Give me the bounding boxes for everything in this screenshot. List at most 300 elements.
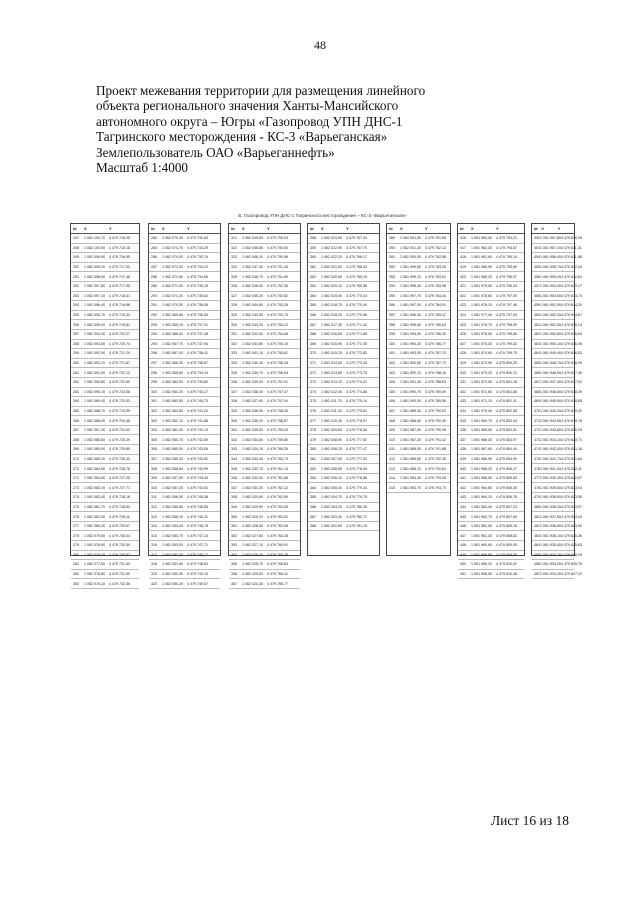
point-y: 4 479 736,55 — [187, 313, 208, 318]
point-y: 4 479 719,81 — [109, 322, 130, 327]
point-y: 4 479 718,88 — [109, 303, 130, 308]
table-row — [71, 426, 139, 436]
point-x: 1 062 078,90 — [84, 543, 105, 548]
point-y: 4 479 773,75 — [346, 370, 367, 375]
document-title — [96, 83, 536, 175]
point-x: 1 061 937,50 — [540, 514, 561, 519]
table-row — [308, 301, 379, 311]
point-id: 272 — [73, 476, 79, 481]
point-y: 4 479 751,43 — [267, 265, 288, 270]
point-id: 412 — [389, 456, 395, 461]
point-x: 1 062 091,50 — [84, 370, 105, 375]
point-id: 360 — [310, 255, 316, 260]
point-y: 4 479 791,88 — [425, 447, 446, 452]
point-id: 465 — [534, 361, 540, 366]
point-x: 1 062 100,50 — [84, 245, 105, 250]
point-x: 1 062 057,20 — [162, 485, 183, 490]
table-row — [149, 474, 220, 484]
point-id: 333 — [231, 351, 237, 356]
point-y: 4 479 797,46 — [496, 303, 517, 308]
point-id: 337 — [231, 389, 237, 394]
table-row — [458, 570, 524, 580]
point-x: 1 062 024,30 — [242, 581, 263, 586]
point-y: 4 479 802,58 — [496, 408, 517, 413]
point-y: 4 479 804,90 — [496, 456, 517, 461]
point-x: 1 062 014,50 — [321, 361, 342, 366]
table-row — [229, 512, 300, 522]
point-y: 4 479 730,50 — [109, 543, 130, 548]
point-id: 324 — [231, 265, 237, 270]
point-id: 312 — [151, 504, 157, 509]
point-id: 253 — [73, 293, 79, 298]
point-y: 4 479 722,60 — [109, 380, 130, 385]
coordinate-table — [386, 223, 451, 556]
point-x: 1 062 004,70 — [321, 495, 342, 500]
point-id: 423 — [460, 303, 466, 308]
point-id: 343 — [231, 447, 237, 452]
point-x: 1 062 079,60 — [84, 533, 105, 538]
table-row — [149, 570, 220, 580]
point-id: 303 — [151, 418, 157, 423]
point-y: 4 479 780,26 — [346, 504, 367, 509]
table-row — [149, 368, 220, 378]
point-y: 4 479 730,04 — [109, 533, 130, 538]
point-id: 329 — [231, 313, 237, 318]
point-id: 376 — [310, 408, 316, 413]
point-x: 1 062 097,10 — [84, 293, 105, 298]
table-row — [149, 464, 220, 474]
table-row — [532, 263, 582, 273]
table-row — [532, 378, 582, 388]
table-row — [308, 455, 379, 465]
table-row — [532, 397, 582, 407]
table-row — [308, 234, 379, 244]
point-x: 1 061 952,90 — [540, 303, 561, 308]
point-id: 480 — [534, 504, 540, 509]
point-y: 4 479 808,16 — [496, 524, 517, 529]
point-y: 4 479 826,29 — [560, 552, 582, 557]
point-x: 1 061 985,80 — [400, 456, 421, 461]
point-y: 4 479 793,28 — [425, 476, 446, 481]
point-x: 1 061 973,20 — [471, 370, 492, 375]
point-id: 315 — [151, 533, 157, 538]
table-row — [387, 455, 450, 465]
point-id: 387 — [310, 514, 316, 519]
table-row — [532, 455, 582, 465]
point-id: 293 — [151, 322, 157, 327]
table-row — [387, 330, 450, 340]
table-row — [532, 512, 582, 522]
point-id: 421 — [460, 284, 466, 289]
point-x: 1 061 973,90 — [471, 361, 492, 366]
point-x: 1 062 092,20 — [84, 361, 105, 366]
header-y: Y — [425, 226, 428, 231]
point-y: 4 479 762,59 — [267, 495, 288, 500]
point-x: 1 061 987,20 — [400, 437, 421, 442]
point-x: 1 062 081,00 — [84, 514, 105, 519]
point-id: 482 — [534, 524, 540, 529]
point-id: 364 — [310, 293, 316, 298]
point-y: 4 479 756,08 — [267, 361, 288, 366]
table-row — [229, 330, 300, 340]
point-y: 4 479 784,91 — [425, 303, 446, 308]
point-y: 4 479 785,84 — [425, 322, 446, 327]
header-y: Y — [187, 226, 190, 231]
point-x: 1 062 061,40 — [162, 428, 183, 433]
point-y: 4 479 720,27 — [109, 332, 130, 337]
point-id: 374 — [310, 389, 316, 394]
point-id: 283 — [73, 581, 79, 586]
point-y: 4 479 770,96 — [346, 313, 367, 318]
point-x: 1 061 993,50 — [400, 351, 421, 356]
point-id: 318 — [151, 562, 157, 567]
point-x: 1 061 992,80 — [400, 361, 421, 366]
table-row — [308, 330, 379, 340]
point-x: 1 062 013,10 — [321, 380, 342, 385]
point-id: 356 — [231, 572, 237, 577]
point-y: 4 479 782,12 — [425, 245, 446, 250]
point-id: 370 — [310, 351, 316, 356]
point-y: 4 479 760,73 — [267, 456, 288, 461]
table-row — [308, 493, 379, 503]
table-row — [149, 244, 220, 254]
point-x: 1 061 998,40 — [400, 284, 421, 289]
point-y: 4 479 803,04 — [496, 418, 517, 423]
point-y: 4 479 824,90 — [560, 524, 582, 529]
point-id: 429 — [460, 361, 466, 366]
point-id: 457 — [534, 284, 540, 289]
point-x: 1 062 049,50 — [242, 236, 263, 241]
header-id: id — [73, 226, 77, 231]
point-x: 1 061 950,80 — [540, 332, 561, 337]
coordinate-table — [531, 223, 582, 577]
point-y: 4 479 743,52 — [187, 456, 208, 461]
point-id: 479 — [534, 495, 540, 500]
point-y: 4 479 749,57 — [187, 581, 208, 586]
table-row — [532, 272, 582, 282]
point-x: 1 061 935,40 — [540, 543, 561, 548]
point-y: 4 479 748,64 — [187, 562, 208, 567]
point-y: 4 479 719,34 — [109, 313, 130, 318]
point-y: 4 479 811,88 — [560, 255, 582, 260]
point-id: 254 — [73, 303, 79, 308]
point-x: 1 062 002,60 — [321, 524, 342, 529]
point-id: 284 — [151, 236, 157, 241]
table-row — [71, 455, 139, 465]
table-row — [458, 244, 524, 254]
point-y: 4 479 788,16 — [425, 370, 446, 375]
point-x: 1 062 041,10 — [242, 351, 263, 356]
table-row — [149, 551, 220, 561]
header-x: X — [321, 226, 324, 231]
point-y: 4 479 746,31 — [187, 514, 208, 519]
point-x: 1 062 032,00 — [242, 476, 263, 481]
point-x: 1 061 988,60 — [400, 418, 421, 423]
point-y: 4 479 741,66 — [187, 418, 208, 423]
point-id: 302 — [151, 408, 157, 413]
point-x: 1 062 040,40 — [242, 361, 263, 366]
header-id: id — [231, 226, 235, 231]
table-row — [458, 503, 524, 513]
point-id: 310 — [151, 485, 157, 490]
table-row — [71, 311, 139, 321]
point-id: 270 — [73, 456, 79, 461]
table-row — [532, 426, 582, 436]
point-x: 1 062 010,30 — [321, 418, 342, 423]
point-y: 4 479 739,80 — [187, 380, 208, 385]
point-id: 463 — [534, 341, 540, 346]
point-id: 446 — [460, 524, 466, 529]
table-row — [458, 455, 524, 465]
point-y: 4 479 808,62 — [496, 533, 517, 538]
table-row — [229, 531, 300, 541]
point-y: 4 479 742,59 — [187, 437, 208, 442]
table-row — [387, 349, 450, 359]
point-x: 1 062 029,20 — [242, 514, 263, 519]
table-row — [308, 263, 379, 273]
point-y: 4 479 747,24 — [187, 533, 208, 538]
point-y: 4 479 764,45 — [267, 533, 288, 538]
point-x: 1 062 048,10 — [242, 255, 263, 260]
point-y: 4 479 798,39 — [496, 322, 517, 327]
point-y: 4 479 752,82 — [267, 293, 288, 298]
point-id: 286 — [151, 255, 157, 260]
table-row — [71, 483, 139, 493]
point-y: 4 479 776,07 — [346, 418, 367, 423]
table-row — [229, 426, 300, 436]
point-id: 453 — [534, 245, 540, 250]
point-y: 4 479 743,06 — [187, 447, 208, 452]
point-x: 1 061 941,70 — [540, 456, 561, 461]
point-x: 1 062 000,50 — [400, 255, 421, 260]
point-y: 4 479 768,17 — [346, 255, 367, 260]
point-y: 4 479 825,83 — [560, 543, 582, 548]
point-id: 452 — [534, 236, 540, 241]
table-row — [149, 330, 220, 340]
point-x: 1 061 956,40 — [540, 255, 561, 260]
point-y: 4 479 777,00 — [346, 437, 367, 442]
table-row — [387, 483, 450, 493]
point-y: 4 479 783,05 — [425, 265, 446, 270]
point-id: 385 — [310, 495, 316, 500]
point-id: 397 — [389, 313, 395, 318]
point-x: 1 062 074,70 — [162, 245, 183, 250]
table-row — [149, 483, 220, 493]
point-id: 255 — [73, 313, 79, 318]
coordinates-sheet — [70, 213, 582, 586]
point-id: 296 — [151, 351, 157, 356]
point-x: 1 062 100,70 — [84, 236, 105, 241]
point-id: 368 — [310, 332, 316, 337]
point-x: 1 061 966,20 — [471, 466, 492, 471]
table-row — [532, 349, 582, 359]
point-y: 4 479 732,36 — [109, 581, 130, 586]
point-y: 4 479 791,42 — [425, 437, 446, 442]
point-id: 349 — [231, 504, 237, 509]
point-y: 4 479 785,37 — [425, 313, 446, 318]
point-y: 4 479 729,11 — [109, 514, 130, 519]
point-id: 277 — [73, 524, 79, 529]
point-id: 334 — [231, 361, 237, 366]
point-id: 350 — [231, 514, 237, 519]
point-y: 4 479 811,41 — [560, 245, 582, 250]
point-y: 4 479 753,75 — [267, 313, 288, 318]
table-row — [458, 253, 524, 263]
table-row — [308, 388, 379, 398]
point-x: 1 061 964,80 — [471, 485, 492, 490]
point-id: 375 — [310, 399, 316, 404]
point-id: 248 — [73, 245, 79, 250]
point-y: 4 479 752,36 — [267, 284, 288, 289]
point-y: 4 479 824,43 — [560, 514, 582, 519]
point-y: 4 479 826,76 — [560, 562, 582, 567]
point-id: 483 — [534, 533, 540, 538]
point-id: 280 — [73, 552, 79, 557]
point-id: 278 — [73, 533, 79, 538]
point-x: 1 061 939,60 — [540, 485, 561, 490]
table-row — [387, 253, 450, 263]
point-x: 1 061 943,10 — [540, 437, 561, 442]
point-x: 1 061 961,30 — [471, 533, 492, 538]
table-header — [71, 224, 139, 234]
point-id: 267 — [73, 428, 79, 433]
point-id: 395 — [389, 293, 395, 298]
point-x: 1 062 071,90 — [162, 284, 183, 289]
point-id: 281 — [73, 562, 79, 567]
point-x: 1 061 955,00 — [540, 274, 561, 279]
point-x: 1 061 966,90 — [471, 456, 492, 461]
point-id: 371 — [310, 361, 316, 366]
point-x: 1 062 058,60 — [162, 466, 183, 471]
table-row — [532, 368, 582, 378]
coordinate-table — [148, 223, 221, 586]
point-x: 1 061 941,00 — [540, 466, 561, 471]
point-x: 1 062 006,10 — [321, 476, 342, 481]
point-id: 478 — [534, 485, 540, 490]
point-y: 4 479 783,98 — [425, 284, 446, 289]
point-id: 410 — [389, 437, 395, 442]
point-x: 1 062 068,40 — [162, 332, 183, 337]
point-id: 279 — [73, 543, 79, 548]
table-row — [71, 551, 139, 561]
table-row — [458, 551, 524, 561]
point-id: 383 — [310, 476, 316, 481]
point-id: 325 — [231, 274, 237, 279]
table-row — [71, 320, 139, 330]
point-y: 4 479 753,29 — [267, 303, 288, 308]
table-row — [71, 272, 139, 282]
table-row — [229, 234, 300, 244]
title-line: Тагринского месторождения - КС-3 «Варьеганская» — [96, 129, 388, 145]
table-row — [458, 349, 524, 359]
point-id: 260 — [73, 361, 79, 366]
point-y: 4 479 769,10 — [346, 274, 367, 279]
point-y: 4 479 782,58 — [425, 255, 446, 260]
table-row — [229, 311, 300, 321]
point-id: 456 — [534, 274, 540, 279]
point-y: 4 479 728,64 — [109, 504, 130, 509]
table-row — [387, 301, 450, 311]
point-y: 4 479 823,50 — [560, 495, 582, 500]
point-x: 1 062 067,70 — [162, 341, 183, 346]
coordinate-table — [228, 223, 301, 586]
header-id: id — [389, 226, 393, 231]
table-row — [532, 474, 582, 484]
table-row — [458, 272, 524, 282]
point-y: 4 479 755,15 — [267, 341, 288, 346]
table-row — [71, 340, 139, 350]
table-row — [458, 531, 524, 541]
point-id: 335 — [231, 370, 237, 375]
point-y: 4 479 722,13 — [109, 370, 130, 375]
table-row — [308, 416, 379, 426]
point-x: 1 062 027,10 — [242, 543, 263, 548]
point-id: 405 — [389, 389, 395, 394]
point-id: 462 — [534, 332, 540, 337]
coordinate-table — [457, 223, 525, 577]
point-y: 4 479 790,02 — [425, 408, 446, 413]
table-row — [229, 282, 300, 292]
point-x: 1 062 003,30 — [321, 514, 342, 519]
table-row — [229, 551, 300, 561]
table-row — [532, 388, 582, 398]
table-row — [532, 301, 582, 311]
table-row — [229, 503, 300, 513]
point-x: 1 061 958,50 — [471, 572, 492, 577]
point-x: 1 061 933,30 — [540, 572, 561, 577]
point-x: 1 061 948,00 — [540, 370, 561, 375]
point-y: 4 479 802,11 — [496, 399, 517, 404]
point-id: 319 — [151, 572, 157, 577]
point-y: 4 479 779,33 — [346, 485, 367, 490]
point-x: 1 062 018,70 — [321, 303, 342, 308]
point-x: 1 061 989,30 — [400, 408, 421, 413]
point-x: 1 062 020,80 — [321, 274, 342, 279]
point-y: 4 479 807,23 — [496, 504, 517, 509]
table-row — [387, 292, 450, 302]
point-x: 1 062 094,30 — [84, 332, 105, 337]
point-x: 1 062 025,70 — [242, 562, 263, 567]
point-x: 1 062 066,30 — [162, 361, 183, 366]
table-row — [532, 560, 582, 570]
point-x: 1 061 982,30 — [471, 245, 492, 250]
point-y: 4 479 798,86 — [496, 332, 517, 337]
table-row — [532, 445, 582, 455]
point-x: 1 062 029,90 — [242, 504, 263, 509]
table-row — [229, 368, 300, 378]
point-y: 4 479 783,51 — [425, 274, 446, 279]
point-x: 1 062 055,80 — [162, 504, 183, 509]
table-row — [458, 474, 524, 484]
point-y: 4 479 724,46 — [109, 418, 130, 423]
point-id: 384 — [310, 485, 316, 490]
table-row — [308, 292, 379, 302]
point-x: 1 062 085,20 — [84, 456, 105, 461]
header-x: X — [541, 226, 544, 231]
table-row — [532, 493, 582, 503]
point-y: 4 479 795,14 — [496, 255, 517, 260]
point-id: 418 — [460, 255, 466, 260]
point-x: 1 061 948,70 — [540, 361, 561, 366]
point-y: 4 479 795,60 — [496, 265, 517, 270]
point-id: 365 — [310, 303, 316, 308]
point-id: 326 — [231, 284, 237, 289]
point-y: 4 479 737,94 — [187, 341, 208, 346]
point-id: 460 — [534, 313, 540, 318]
point-id: 273 — [73, 485, 79, 490]
point-x: 1 061 970,40 — [471, 408, 492, 413]
point-y: 4 479 737,01 — [187, 322, 208, 327]
